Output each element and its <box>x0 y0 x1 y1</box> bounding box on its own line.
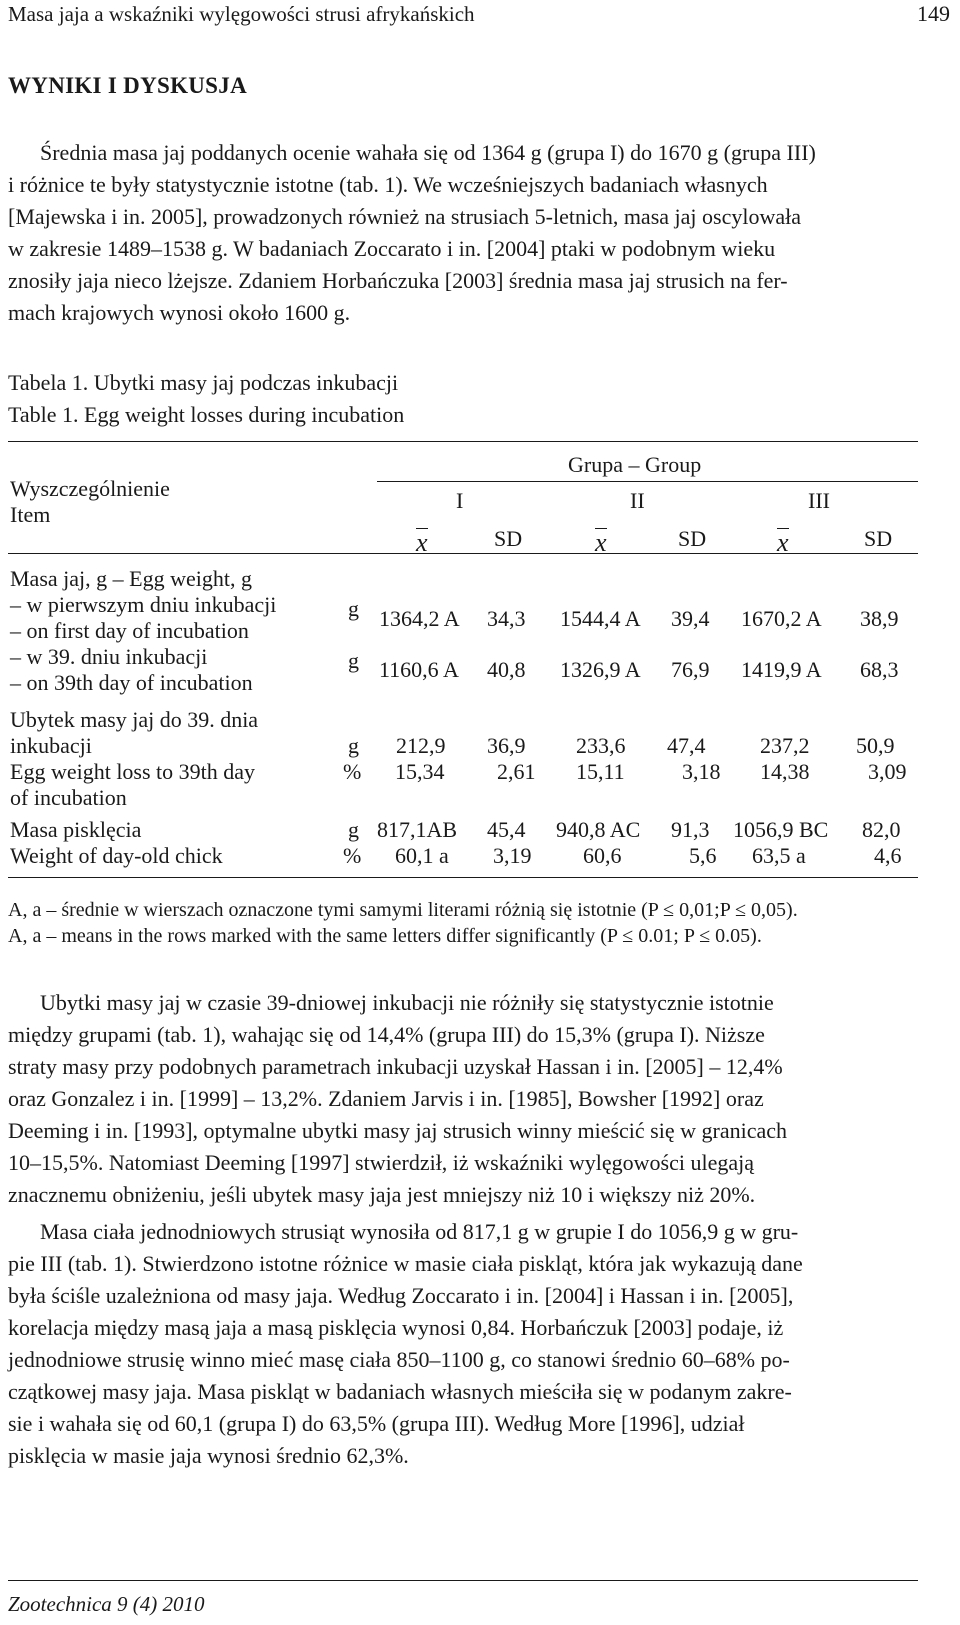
table-cell: 38,9 <box>860 606 899 631</box>
page-number: 149 <box>917 1 950 26</box>
table-cell: 91,3 <box>671 817 710 842</box>
table-cell: 1326,9 A <box>560 657 641 682</box>
table-cell: 237,2 <box>760 733 810 758</box>
table-caption-en: Table 1. Egg weight losses during incubation <box>8 402 405 427</box>
paragraph-line: była ściśle uzależniona od masy jaja. Według Zoccarato i in. [2004] i Hassan i in. [2005], <box>8 1283 794 1308</box>
paragraph-line: sie i wahała się od 60,1 (grupa I) do 63,5% (grupa III). Według More [1996], udział <box>8 1411 745 1436</box>
table-cell: 14,38 <box>760 759 810 784</box>
paragraph-line: oraz Gonzalez i in. [1999] – 13,2%. Zdaniem Jarvis i in. [1985], Bowsher [1992] oraz <box>8 1086 764 1111</box>
paragraph-line: czątkowej masy jaja. Masa piskląt w badaniach własnych mieściła się w podanym zakre- <box>8 1379 792 1404</box>
table-cell: 34,3 <box>487 606 526 631</box>
running-title: Masa jaja a wskaźniki wylęgowości strusi afrykańskich <box>8 2 475 26</box>
mean-symbol: x <box>777 528 789 557</box>
paragraph-line: Średnia masa jaj poddanych ocenie wahała się od 1364 g (grupa I) do 1670 g (grupa III) <box>40 140 816 165</box>
footer-rule <box>8 1580 918 1581</box>
paragraph-1 <box>8 137 920 329</box>
row-label: inkubacji <box>10 733 92 758</box>
paragraph-line: i różnice te były statystycznie istotne (tab. 1). We wcześniejszych badaniach własnych <box>8 172 768 197</box>
table-cell: 68,3 <box>860 657 899 682</box>
mean-symbol: x <box>595 528 607 557</box>
paragraph-line: Masa ciała jednodniowych strusiąt wynosiła od 817,1 g w grupie I do 1056,9 g w gru- <box>40 1219 799 1244</box>
table-caption-pl: Tabela 1. Ubytki masy jaj podczas inkubacji <box>8 370 399 395</box>
mean-symbol: x <box>416 528 428 557</box>
row-label: – w pierwszym dniu inkubacji <box>10 592 277 617</box>
paragraph-2 <box>8 987 920 1211</box>
paragraph-line: 10–15,5%. Natomiast Deeming [1997] stwierdził, iż wskaźniki wylęgowości ulegają <box>8 1150 754 1175</box>
table-top-rule <box>8 441 918 442</box>
table-cell: 1364,2 A <box>379 606 460 631</box>
paragraph-line: Deeming i in. [1993], optymalne ubytki masy jaj strusich winny mieścić się w granicach <box>8 1118 787 1143</box>
paragraph-line: korelacja między masą jaja a masą pisklęcia wynosi 0,84. Horbańczuk [2003] podaje, iż <box>8 1315 784 1340</box>
paragraph-line: mach krajowych wynosi około 1600 g. <box>8 300 351 325</box>
table-cell: 1056,9 BC <box>733 817 829 842</box>
table-cell: 1419,9 A <box>741 657 822 682</box>
paragraph-line: pie III (tab. 1). Stwierdzono istotne różnice w masie ciała piskląt, która jak wykazują dane <box>8 1251 803 1276</box>
table-cell: 63,5 a <box>752 843 806 868</box>
table-cell: 1160,6 A <box>379 657 459 682</box>
row-unit: g <box>348 817 359 842</box>
table-cell: 212,9 <box>396 733 446 758</box>
table-cell: 40,8 <box>487 657 526 682</box>
table-cell: 45,4 <box>487 817 526 842</box>
row-label: Masa pisklęcia <box>10 817 142 842</box>
row-label: – on first day of incubation <box>10 618 249 643</box>
row-label: – on 39th day of incubation <box>10 670 253 695</box>
group-label-i: I <box>456 488 464 513</box>
row-label: Weight of day-old chick <box>10 843 223 868</box>
row-unit: g <box>348 596 359 621</box>
table-footnote-en: A, a – means in the rows marked with the same letters differ significantly (P ≤ 0.01; P ≤ 0.05). <box>8 925 762 947</box>
paragraph-line: znacznemu obniżeniu, jeśli ubytek masy jaja jest mniejszy niż 10 i większy niż 20%. <box>8 1182 756 1207</box>
journal-footer: Zootechnica 9 (4) 2010 <box>8 1592 205 1616</box>
table-cell: 5,6 <box>689 843 717 868</box>
table-cell: 817,1AB <box>377 817 458 842</box>
paragraph-line: straty masy przy podobnych parametrach inkubacji uzyskał Hassan i in. [2005] – 12,4% <box>8 1054 783 1079</box>
paragraph-line: [Majewska i in. 2005], prowadzonych również na strusiach 5-letnich, masa jaj oscylowała <box>8 204 801 229</box>
row-label: Egg weight loss to 39th day <box>10 759 256 784</box>
group-label-iii: III <box>808 488 830 513</box>
table-bottom-rule <box>8 877 918 878</box>
row-unit: g <box>348 648 359 673</box>
table-cell: 1544,4 A <box>560 606 641 631</box>
table-footnote-pl: A, a – średnie w wierszach oznaczone tymi samymi literami różnią się istotnie (P ≤ 0,01;P ≤ 0,05). <box>8 899 798 921</box>
table-cell: 82,0 <box>862 817 901 842</box>
row-label: – w 39. dniu inkubacji <box>10 644 208 669</box>
table-cell: 940,8 AC <box>556 817 641 842</box>
group-header-rule <box>377 481 918 482</box>
item-header-pl: Wyszczególnienie <box>10 476 170 501</box>
row-label: Ubytek masy jaj do 39. dnia <box>10 707 259 732</box>
item-header-en: Item <box>10 502 51 527</box>
row-label: of incubation <box>10 785 127 810</box>
table-cell: 76,9 <box>671 657 710 682</box>
table-cell: 4,6 <box>874 843 902 868</box>
group-header: Grupa – Group <box>568 452 702 477</box>
sd-label: SD <box>678 526 707 551</box>
row-unit: % <box>343 759 362 784</box>
row-unit: % <box>343 843 362 868</box>
table-cell: 1670,2 A <box>741 606 822 631</box>
table-cell: 3,18 <box>682 759 721 784</box>
sd-label: SD <box>494 526 523 551</box>
paragraph-3 <box>8 1216 920 1472</box>
table-cell: 3,19 <box>493 843 532 868</box>
paragraph-line: jednodniowe strusię winno mieć masę ciała 850–1100 g, co stanowi średnio 60–68% po- <box>8 1347 790 1372</box>
table-cell: 15,11 <box>576 759 625 784</box>
row-unit: g <box>348 733 359 758</box>
table-cell: 2,61 <box>497 759 536 784</box>
paragraph-line: Ubytki masy jaj w czasie 39-dniowej inkubacji nie różniły się statystycznie istotnie <box>40 990 774 1015</box>
table-cell: 60,1 a <box>395 843 449 868</box>
section-heading: WYNIKI I DYSKUSJA <box>8 73 247 98</box>
table-cell: 39,4 <box>671 606 710 631</box>
row-label: Masa jaj, g – Egg weight, g <box>10 566 252 591</box>
table-cell: 36,9 <box>487 733 526 758</box>
table-cell: 50,9 <box>856 733 895 758</box>
running-head <box>8 0 950 28</box>
paragraph-line: w zakresie 1489–1538 g. W badaniach Zoccarato i in. [2004] ptaki w podobnym wieku <box>8 236 776 261</box>
table-cell: 15,34 <box>395 759 445 784</box>
header-bottom-rule <box>8 553 918 554</box>
paragraph-line: znosiły jaja nieco lżejsze. Zdaniem Horbańczuka [2003] średnia masa jaj strusich na fer- <box>8 268 788 293</box>
table-cell: 3,09 <box>868 759 907 784</box>
paragraph-line: pisklęcia w masie jaja wynosi średnio 62,3%. <box>8 1443 409 1468</box>
sd-label: SD <box>864 526 893 551</box>
table-cell: 60,6 <box>583 843 622 868</box>
table-cell: 233,6 <box>576 733 626 758</box>
table-cell: 47,4 <box>667 733 706 758</box>
group-label-ii: II <box>630 488 645 513</box>
paragraph-line: między grupami (tab. 1), wahając się od 14,4% (grupa III) do 15,3% (grupa I). Niższe <box>8 1022 765 1047</box>
